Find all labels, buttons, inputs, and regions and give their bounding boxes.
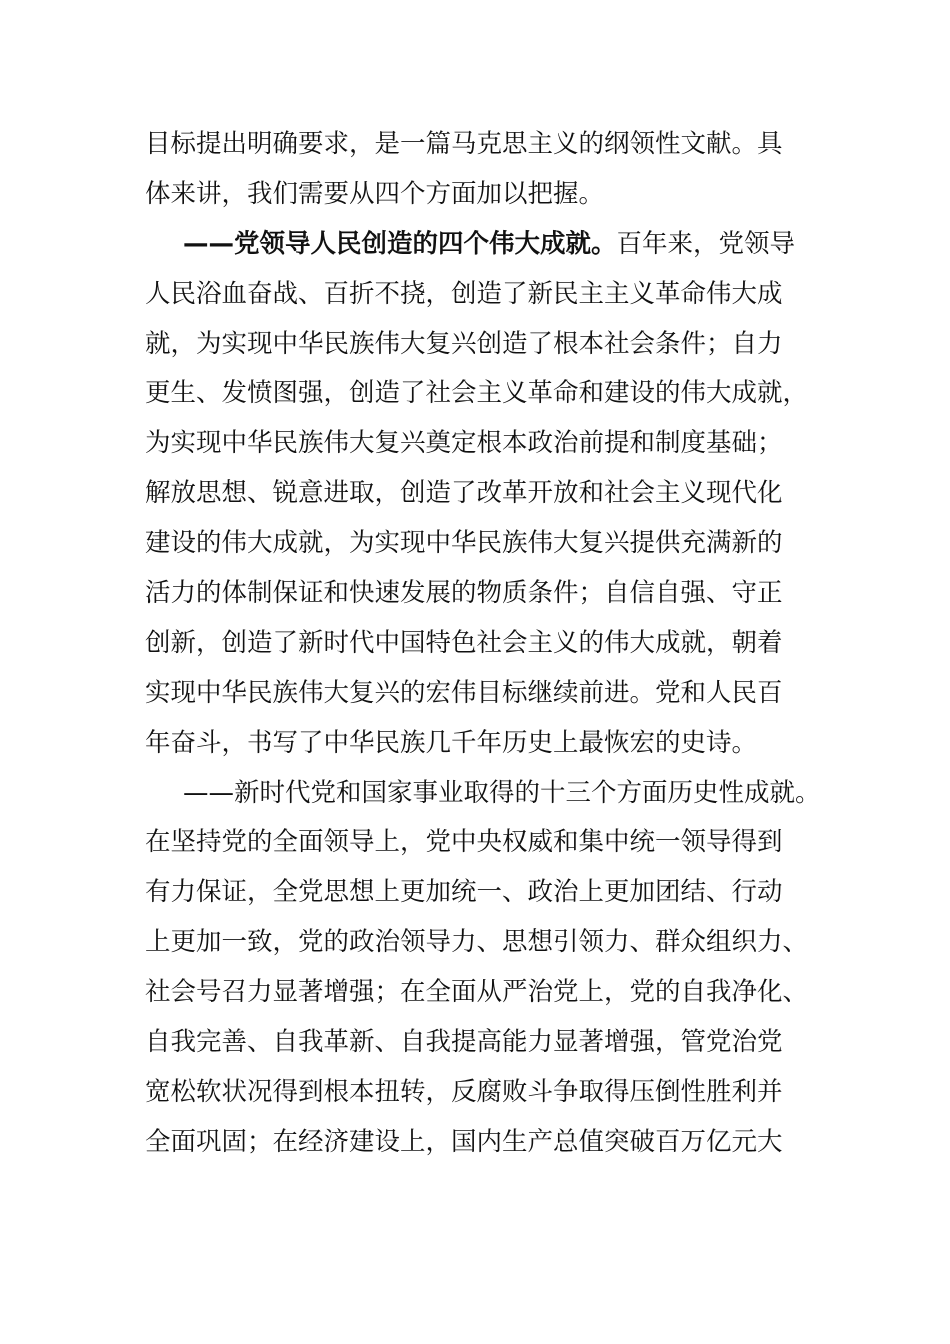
text-line: 有力保证，全党思想上更加统一、政治上更加团结、行动 <box>145 877 783 908</box>
text-line: 目标提出明确要求，是一篇马克思主义的纲领性文献。具 <box>145 129 783 159</box>
text-line: 活力的体制保证和快速发展的物质条件；自信自强、守正 <box>145 578 783 609</box>
bold-heading: ——党领导人民创造的四个伟大成就。 <box>183 228 617 259</box>
text-line: 实现中华民族伟大复兴的宏伟目标继续前进。党和人民百 <box>145 677 783 708</box>
body-text <box>145 120 821 1168</box>
text-line: 解放思想、锐意进取，创造了改革开放和社会主义现代化 <box>145 478 783 509</box>
text-line: 更生、发愤图强，创造了社会主义革命和建设的伟大成就， <box>145 378 809 409</box>
text-line: 自我完善、自我革新、自我提高能力显著增强，管党治党 <box>145 1027 783 1058</box>
text-line: 上更加一致，党的政治领导力、思想引领力、群众组织力、 <box>145 927 809 958</box>
text-line: 在坚持党的全面领导上，党中央权威和集中统一领导得到 <box>145 827 783 858</box>
text-line: 年奋斗，书写了中华民族几千年历史上最恢宏的史诗。 <box>145 727 758 758</box>
text-line: 社会号召力显著增强；在全面从严治党上，党的自我净化、 <box>145 977 809 1008</box>
text-line: 体来讲，我们需要从四个方面加以把握。 <box>145 178 605 209</box>
text-line: 建设的伟大成就，为实现中华民族伟大复兴提供充满新的 <box>145 528 783 559</box>
text-line: 人民浴血奋战、百折不挠，创造了新民主主义革命伟大成 <box>145 278 783 309</box>
paragraph-heading-line: ——新时代党和国家事业取得的十三个方面历史性成就。 <box>183 777 821 808</box>
text-line: 宽松软状况得到根本扭转，反腐败斗争取得压倒性胜利并 <box>145 1076 783 1107</box>
text-line: 就，为实现中华民族伟大复兴创造了根本社会条件；自力 <box>145 328 783 359</box>
text-line: 全面巩固；在经济建设上，国内生产总值突破百万亿元大 <box>145 1126 783 1157</box>
heading-continuation: 百年来，党领导 <box>616 228 796 259</box>
text-line: 创新，创造了新时代中国特色社会主义的伟大成就，朝着 <box>145 627 783 658</box>
text-line: 为实现中华民族伟大复兴奠定根本政治前提和制度基础； <box>145 428 783 459</box>
paragraph-heading-line <box>145 220 810 270</box>
